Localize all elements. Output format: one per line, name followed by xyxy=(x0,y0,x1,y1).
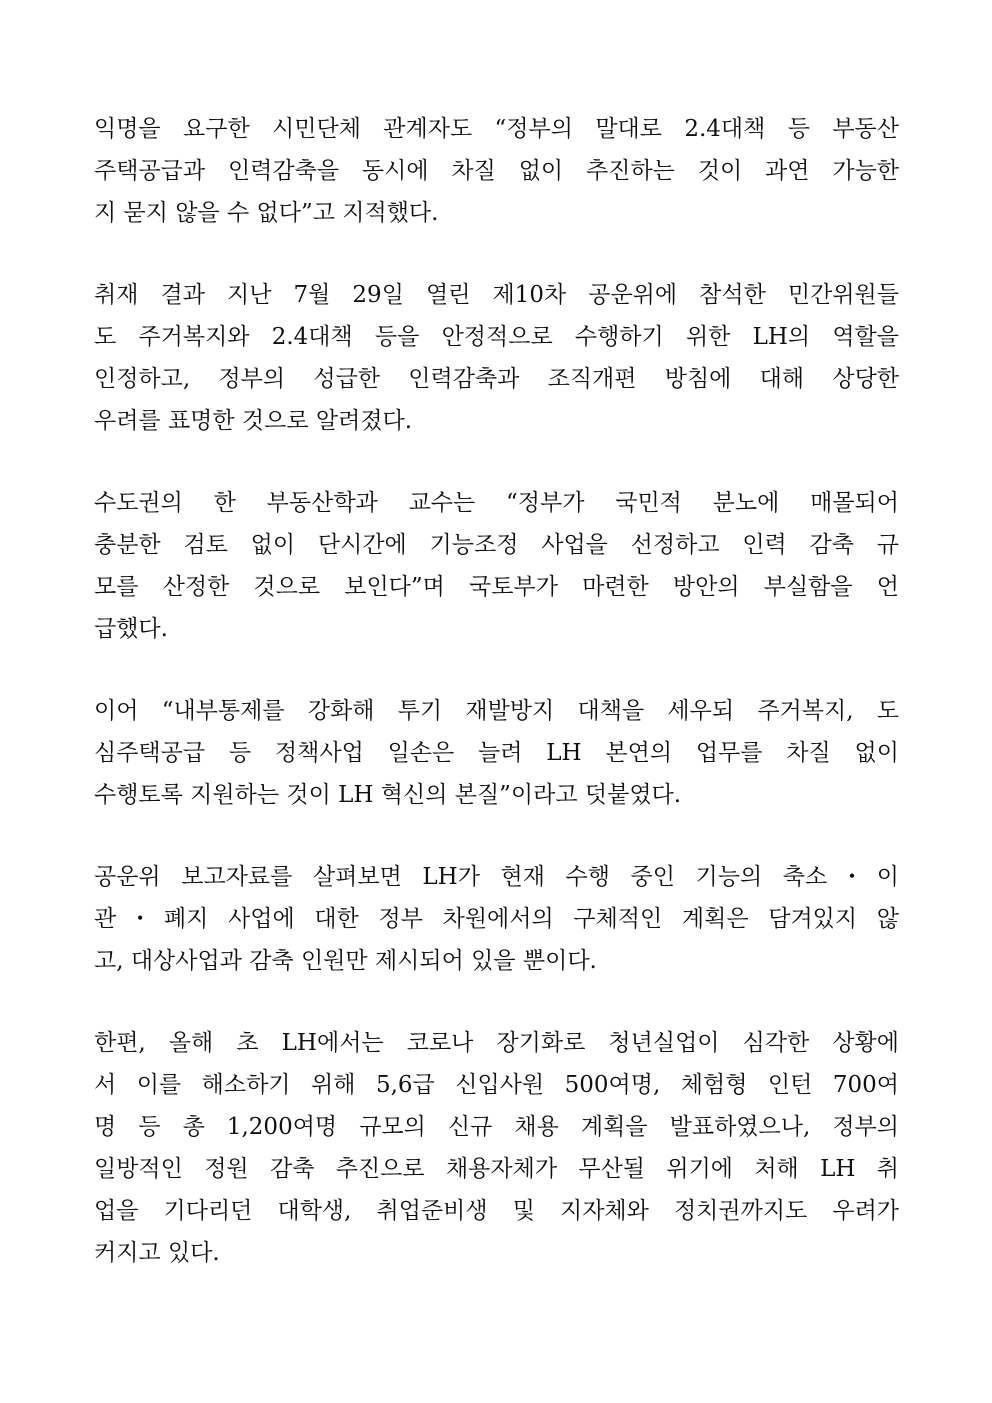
paragraph-2 xyxy=(94,274,899,442)
text-line: 이어 “내부통제를 강화해 투기 재발방지 대책을 세우되 주거복지, 도 xyxy=(94,698,899,724)
text-line: 지 묻지 않을 수 없다”고 지적했다. xyxy=(94,200,439,226)
text-line: 익명을 요구한 시민단체 관계자도 “정부의 말대로 2.4대책 등 부동산 xyxy=(94,116,899,142)
paragraph-4 xyxy=(94,690,899,816)
text-line: 일방적인 정원 감축 추진으로 채용자체가 무산될 위기에 처해 LH 취 xyxy=(94,1156,899,1182)
text-line: 도 주거복지와 2.4대책 등을 안정적으로 수행하기 위한 LH의 역할을 xyxy=(94,324,899,350)
text-line: 취재 결과 지난 7월 29일 열린 제10차 공운위에 참석한 민간위원들 xyxy=(94,282,899,308)
text-line: 우려를 표명한 것으로 알려졌다. xyxy=(94,408,413,434)
text-line: 서 이를 해소하기 위해 5,6급 신입사원 500여명, 체험형 인턴 700여 xyxy=(94,1072,899,1098)
text-line: 충분한 검토 없이 단시간에 기능조정 사업을 선정하고 인력 감축 규 xyxy=(94,532,899,558)
text-line: 명 등 총 1,200여명 규모의 신규 채용 계획을 발표하였으나, 정부의 xyxy=(94,1114,899,1140)
text-line: 관・폐지 사업에 대한 정부 차원에서의 구체적인 계획은 담겨있지 않 xyxy=(94,906,899,932)
text-line: 모를 산정한 것으로 보인다”며 국토부가 마련한 방안의 부실함을 언 xyxy=(94,574,899,600)
document-body xyxy=(94,108,899,1314)
text-line: 심주택공급 등 정책사업 일손은 늘려 LH 본연의 업무를 차질 없이 xyxy=(94,740,899,766)
text-line: 고, 대상사업과 감축 인원만 제시되어 있을 뿐이다. xyxy=(94,948,597,974)
paragraph-5 xyxy=(94,856,899,982)
text-line: 공운위 보고자료를 살펴보면 LH가 현재 수행 중인 기능의 축소・이 xyxy=(94,864,899,890)
paragraph-1 xyxy=(94,108,899,234)
text-line: 수행토록 지원하는 것이 LH 혁신의 본질”이라고 덧붙였다. xyxy=(94,782,682,808)
text-line: 주택공급과 인력감축을 동시에 차질 없이 추진하는 것이 과연 가능한 xyxy=(94,158,899,184)
text-line: 업을 기다리던 대학생, 취업준비생 및 지자체와 정치권까지도 우려가 xyxy=(94,1198,899,1224)
text-line: 수도권의 한 부동산학과 교수는 “정부가 국민적 분노에 매몰되어 xyxy=(94,490,899,516)
text-line: 한편, 올해 초 LH에서는 코로나 장기화로 청년실업이 심각한 상황에 xyxy=(94,1030,899,1056)
text-line: 급했다. xyxy=(94,616,168,642)
text-line: 커지고 있다. xyxy=(94,1240,220,1266)
text-line: 인정하고, 정부의 성급한 인력감축과 조직개편 방침에 대해 상당한 xyxy=(94,366,899,392)
paragraph-3 xyxy=(94,482,899,650)
paragraph-6 xyxy=(94,1022,899,1274)
